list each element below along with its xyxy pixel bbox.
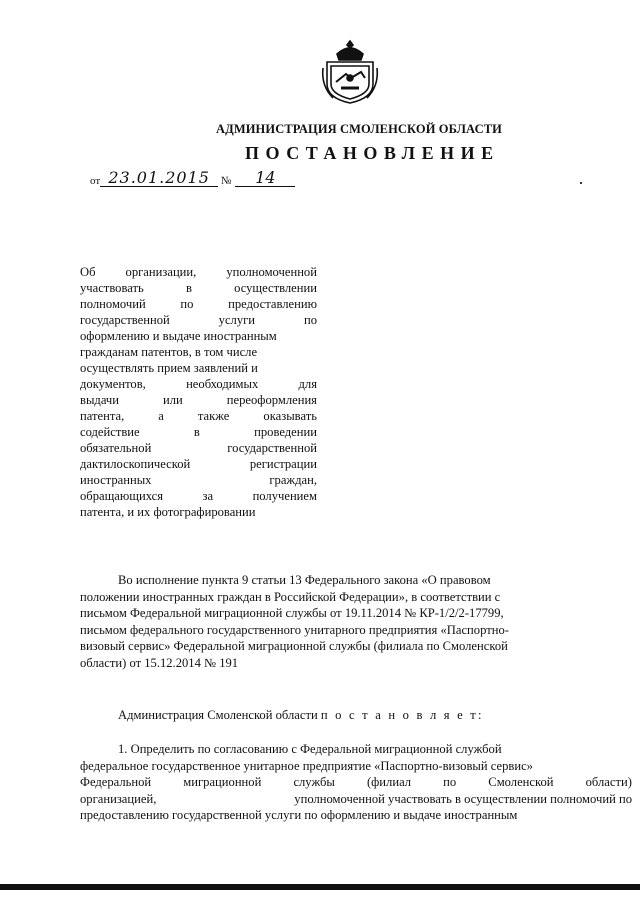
word: организацией, xyxy=(80,791,157,806)
word: уполномоченной xyxy=(226,265,317,279)
text-line xyxy=(80,572,632,589)
word: услуги xyxy=(218,313,256,327)
number-prefix: № xyxy=(220,175,232,187)
text-line xyxy=(80,376,317,392)
text-line xyxy=(80,296,317,312)
word: а xyxy=(158,409,164,423)
text-line xyxy=(80,472,317,488)
word: службы xyxy=(293,775,335,789)
word: федеральное государственное унитарное предприятие «Паспортно-визовый сервис» xyxy=(80,758,533,773)
text-line xyxy=(80,312,317,328)
word: положении иностранных граждан в Российской Федерации», в соответствии с xyxy=(80,589,501,604)
text-line xyxy=(80,440,317,456)
word: проведении xyxy=(254,425,317,439)
word: также xyxy=(197,409,230,423)
text-line xyxy=(80,741,632,758)
text-line xyxy=(80,408,317,424)
text-line xyxy=(80,655,632,672)
word: 1. Определить по согласованию с Федеральной миграционной службой xyxy=(118,742,502,756)
document-type: ПОСТАНОВЛЕНИЕ xyxy=(245,143,500,163)
word: иностранных xyxy=(80,473,152,487)
clause-1-paragraph xyxy=(80,741,632,824)
word: переоформления xyxy=(226,393,317,407)
handwritten-date: 23.01.2015 xyxy=(100,170,218,187)
date-number-line xyxy=(90,170,295,187)
word: обязательной xyxy=(80,441,152,455)
resolving-spaced-text: п о с т а н о в л я е т: xyxy=(320,708,484,722)
word: или xyxy=(163,393,183,407)
word: документов, xyxy=(80,377,146,391)
word: письмом федерального государственного унитарного предприятия «Паспортно- xyxy=(80,622,509,637)
word: полномочий xyxy=(80,297,146,311)
coat-of-arms-icon xyxy=(319,38,381,106)
word: государственной xyxy=(80,313,170,327)
word: дактилоскопической xyxy=(80,457,191,471)
word: патента, и их фотографировании xyxy=(80,505,256,519)
word: визовый сервис» Федеральной миграционной службы (филиала по Смоленской xyxy=(80,639,508,653)
word: предоставлению xyxy=(228,297,317,311)
word: Федеральной xyxy=(80,775,152,789)
text-line xyxy=(80,360,317,376)
text-line xyxy=(80,392,317,408)
text-line xyxy=(80,264,317,280)
word: организации, xyxy=(125,265,197,279)
word: области) от 15.12.2014 № 191 xyxy=(80,655,239,670)
text-line xyxy=(80,791,632,808)
word: выдачи xyxy=(80,393,119,407)
text-line xyxy=(80,424,317,440)
word: содействие xyxy=(80,425,140,439)
word: (филиал xyxy=(366,775,412,789)
text-line xyxy=(80,504,317,520)
scan-dot xyxy=(580,182,582,184)
word: области) xyxy=(585,775,632,789)
resolution-title xyxy=(80,264,317,520)
word: регистрации xyxy=(249,457,317,471)
word: Во исполнение пункта 9 статьи 13 Федерального закона «О правовом xyxy=(118,573,491,587)
word: по xyxy=(180,297,194,311)
word: в xyxy=(193,425,200,439)
page-bottom-edge xyxy=(0,884,640,890)
text-line xyxy=(80,638,632,655)
preamble-paragraph xyxy=(80,572,632,671)
text-line xyxy=(80,456,317,472)
word: государственной xyxy=(227,441,317,455)
word: осуществлять прием заявлений и xyxy=(80,361,258,375)
word: гражданам патентов, в том числе xyxy=(80,345,258,359)
word: по xyxy=(303,313,317,327)
word: в xyxy=(185,281,192,295)
word: необходимых xyxy=(186,377,259,391)
word: уполномоченной участвовать в осуществлении полномочий по xyxy=(294,791,632,806)
word: осуществлении xyxy=(234,281,317,295)
text-line xyxy=(80,774,632,791)
resolving-paragraph xyxy=(80,707,632,724)
text-line xyxy=(80,589,632,606)
resolving-text: Администрация Смоленской области xyxy=(118,708,318,722)
word: предоставлению государственной услуги по оформлению и выдаче иностранным xyxy=(80,808,518,822)
date-prefix: от xyxy=(90,175,101,187)
word: оформлению и выдаче иностранным xyxy=(80,329,277,343)
word: за xyxy=(202,489,214,503)
organization-name: АДМИНИСТРАЦИЯ СМОЛЕНСКОЙ ОБЛАСТИ xyxy=(216,122,502,136)
word: по xyxy=(443,775,457,789)
text-line xyxy=(80,758,632,775)
word: для xyxy=(298,377,317,391)
word: патента, xyxy=(80,409,125,423)
text-line xyxy=(80,344,317,360)
word: обращающихся xyxy=(80,489,164,503)
text-line xyxy=(80,807,632,824)
text-line xyxy=(80,622,632,639)
word: Смоленской xyxy=(488,775,554,789)
word: получением xyxy=(252,489,317,503)
text-line xyxy=(80,328,317,344)
word: граждан, xyxy=(269,473,317,487)
word: оказывать xyxy=(263,409,317,423)
text-line xyxy=(80,605,632,622)
word: участвовать xyxy=(80,281,144,295)
word: миграционной xyxy=(183,775,262,789)
word: Об xyxy=(80,265,96,279)
handwritten-number: 14 xyxy=(235,170,295,187)
text-line xyxy=(80,488,317,504)
word: письмом Федеральной миграционной службы от 19.11.2014 № КР-1/2/2-17799, xyxy=(80,606,504,620)
text-line xyxy=(80,280,317,296)
